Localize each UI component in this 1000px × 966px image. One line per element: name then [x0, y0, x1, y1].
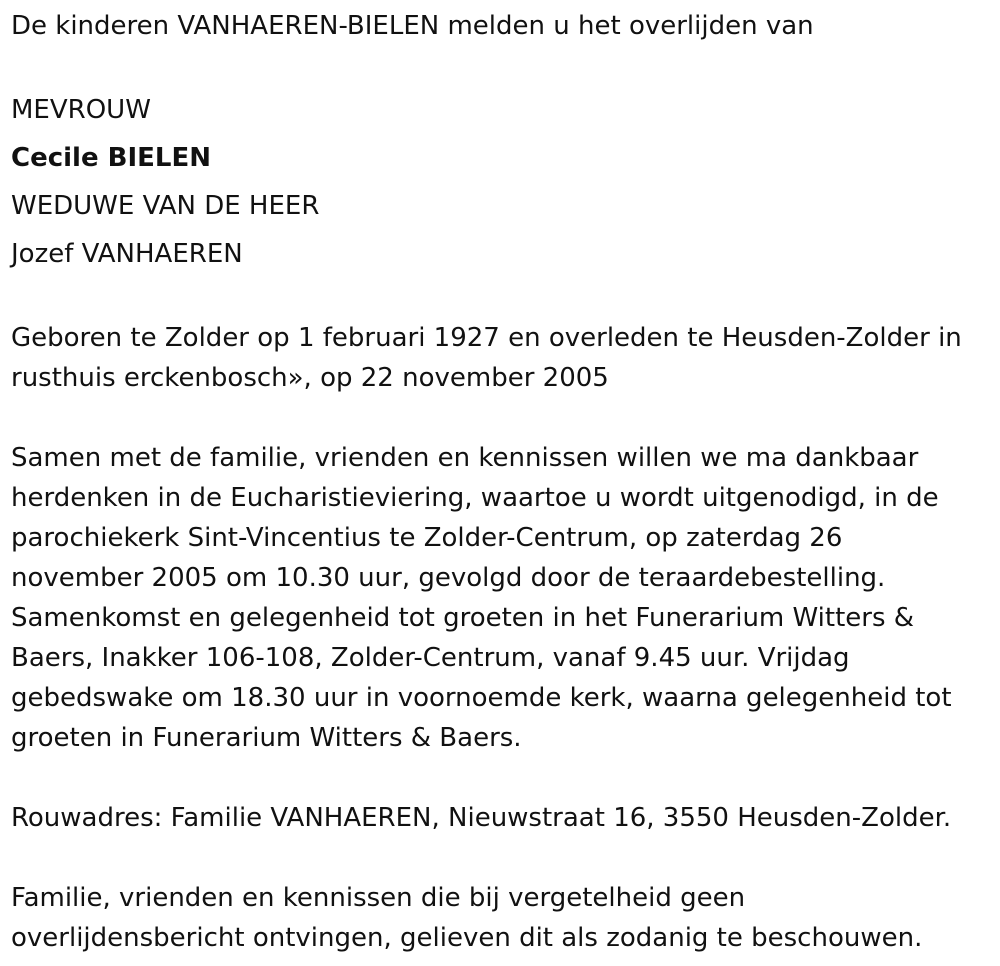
spacer — [11, 278, 986, 318]
closing-line: overlijdensbericht ontvingen, gelieven dit als zodanig te beschouwen. — [11, 923, 923, 953]
birth-paragraph — [11, 318, 986, 398]
spacer — [11, 46, 986, 86]
widow-of-label: WEDUWE VAN DE HEER — [11, 191, 320, 221]
ceremony-line: gebedswake om 18.30 uur in voornoemde kerk, waarna gelegenheid tot — [11, 683, 952, 713]
title-label: MEVROUW — [11, 95, 151, 125]
ceremony-line: Samenkomst en gelegenheid tot groeten in het Funerarium Witters & — [11, 603, 915, 633]
ceremony-line: herdenken in de Eucharistieviering, waartoe u wordt uitgenodigd, in de — [11, 483, 939, 513]
ceremony-line: november 2005 om 10.30 uur, gevolgd door de teraardebestelling. — [11, 563, 886, 593]
spacer — [11, 398, 986, 438]
closing-paragraph — [11, 878, 986, 958]
ceremony-line: Baers, Inakker 106-108, Zolder-Centrum, vanaf 9.45 uur. Vrijdag — [11, 643, 850, 673]
husband-name: Jozef VANHAEREN — [11, 239, 243, 269]
ceremony-line: parochiekerk Sint-Vincentius te Zolder-Centrum, op zaterdag 26 — [11, 523, 843, 553]
ceremony-paragraph — [11, 438, 986, 758]
birth-line: Geboren te Zolder op 1 februari 1927 en overleden te Heusden-Zolder in — [11, 323, 962, 353]
ceremony-line: groeten in Funerarium Witters & Baers. — [11, 723, 522, 753]
spacer — [11, 758, 986, 798]
name-block — [11, 86, 986, 278]
deceased-name: Cecile BIELEN — [11, 143, 211, 173]
spacer — [11, 838, 986, 878]
mourning-address: Rouwadres: Familie VANHAEREN, Nieuwstraat 16, 3550 Heusden-Zolder. — [11, 803, 952, 833]
closing-line: Familie, vrienden en kennissen die bij vergetelheid geen — [11, 883, 746, 913]
birth-line: rusthuis erckenbosch», op 22 november 2005 — [11, 363, 609, 393]
ceremony-line: Samen met de familie, vrienden en kennissen willen we ma dankbaar — [11, 443, 919, 473]
obituary-document — [11, 6, 986, 958]
intro-text: De kinderen VANHAEREN-BIELEN melden u het overlijden van — [11, 11, 814, 41]
